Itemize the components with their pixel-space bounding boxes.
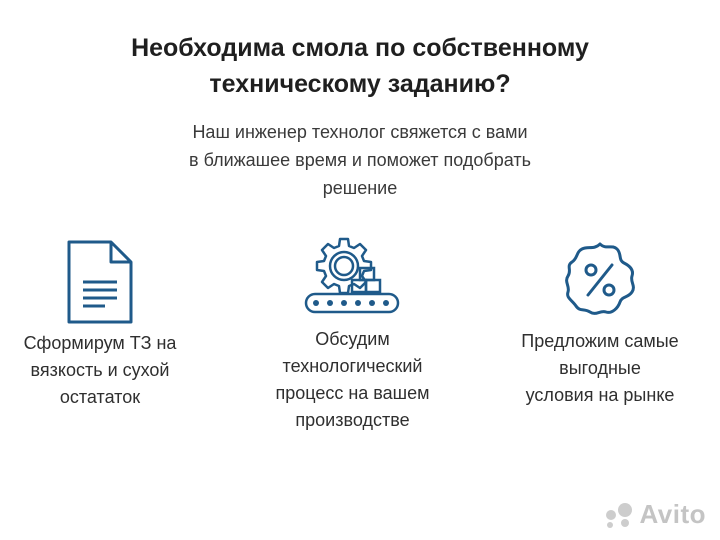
page-title-line-1: Необходима смола по собственному [131, 34, 589, 62]
feature-process-line-3: процесс на вашем [275, 383, 430, 403]
avito-watermark [601, 499, 706, 530]
feature-spec-line-3: остататок [59, 387, 141, 407]
feature-spec-label [0, 330, 200, 411]
feature-spec [0, 230, 200, 430]
feature-conditions-label [500, 328, 700, 409]
page-subtitle-line-3: решение [322, 178, 398, 198]
watermark-text: Avito [639, 499, 706, 529]
feature-conditions [500, 230, 700, 430]
feature-process-line-2: технологический [282, 356, 423, 376]
page-subtitle [0, 118, 720, 202]
feature-conditions-line-1: Предложим самые [521, 331, 679, 351]
feature-process-line-1: Обсудим [315, 329, 390, 349]
percent-badge-icon [560, 240, 640, 325]
feature-spec-line-1: Сформирум ТЗ на [23, 333, 177, 353]
page-title [0, 30, 720, 102]
gear-conveyor-icon [302, 236, 402, 323]
feature-process-label [250, 326, 455, 434]
feature-conditions-line-3: условия на рынке [525, 385, 675, 405]
page-title-line-2: техническому заданию? [209, 70, 511, 98]
document-icon [65, 238, 135, 331]
page-subtitle-line-1: Наш инженер технолог свяжется с вами [192, 122, 528, 142]
feature-conditions-line-2: выгодные [559, 358, 641, 378]
avito-logo-icon [601, 501, 635, 529]
page-subtitle-line-2: в ближашее время и поможет подобрать [189, 150, 531, 170]
feature-spec-line-2: вязкость и сухой [30, 360, 170, 380]
feature-process [250, 230, 455, 450]
feature-process-line-4: производстве [295, 410, 410, 430]
